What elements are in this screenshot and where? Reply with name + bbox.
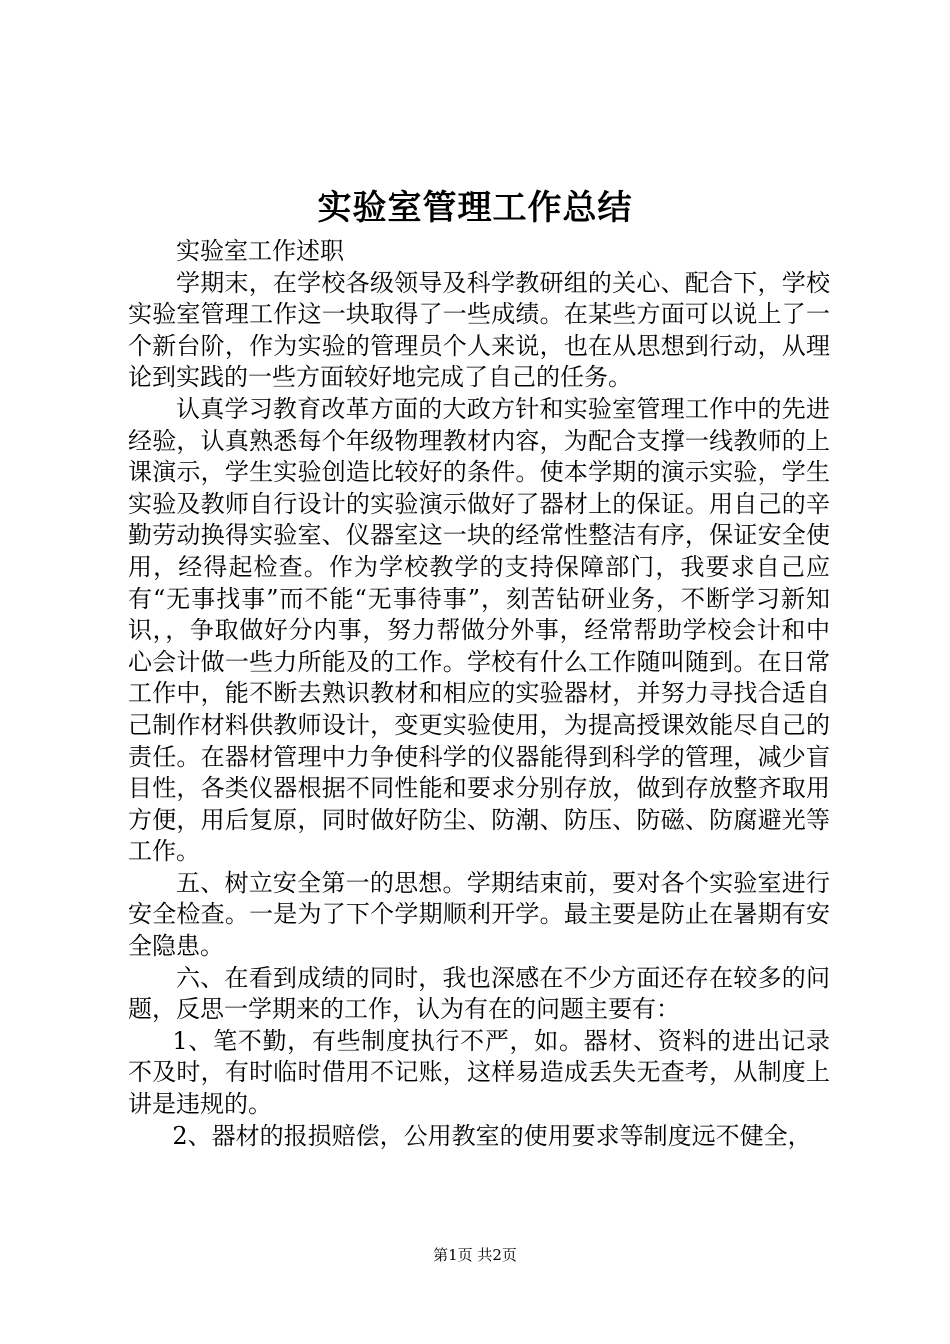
paragraph-problem-1: 1、笔不勤，有些制度执行不严，如。器材、资料的进出记录不及时，有时临时借用不记账，这样易造成丢失无查考，从制度上讲是违规的。 xyxy=(128,1026,830,1119)
paragraph-safety: 五、树立安全第一的思想。学期结束前，要对各个实验室进行安全检查。一是为了下个学期顺利开学。最主要是防止在暑期有安全隐患。 xyxy=(128,868,830,961)
paragraph-problem-2: 2、器材的报损赔偿，公用教室的使用要求等制度远不健全， xyxy=(172,1121,812,1150)
paragraph-study: 认真学习教育改革方面的大政方针和实验室管理工作中的先进经验，认真熟悉每个年级物理教材内容，为配合支撑一线教师的上课演示，学生实验创造比较好的条件。使本学期的演示实验，学生实验及教师自行设计的实验演示做好了器材上的保证。用自己的辛勤劳动换得实验室、仪器室这一块的经常性整洁有序，保证安全使用，经得起检查。作为学校教学的支持保障部门，我要求自己应有“无事找事”而不能“无事待事”，刻苦钻研业务，不断学习新知识，，争取做好分内事，努力帮做分外事，经常帮助学校会计和中心会计做一些力所能及的工作。学校有什么工作随叫随到。在日常工作中，能不断去熟识教材和相应的实验器材，并努力寻找合适自己制作材料供教师设计，变更实验使用，为提高授课效能尽自己的责任。在器材管理中力争使科学的仪器能得到科学的管理，减少盲目性，各类仪器根据不同性能和要求分别存放，做到存放整齐取用方便，用后复原，同时做好防尘、防潮、防压、防磁、防腐避光等工作。 xyxy=(128,394,830,866)
paragraph-intro: 学期末，在学校各级领导及科学教研组的关心、配合下，学校实验室管理工作这一块取得了一些成绩。在某些方面可以说上了一个新台阶，作为实验的管理员个人来说，也在从思想到行动，从理论到实践的一些方面较好地完成了自己的任务。 xyxy=(128,268,830,392)
document-title: 实验室管理工作总结 xyxy=(317,188,633,228)
document-body xyxy=(128,236,830,1152)
page-number-footer: 第1页 共2页 xyxy=(433,1246,517,1264)
paragraph-problems: 六、在看到成绩的同时，我也深感在不少方面还存在较多的问题，反思一学期来的工作，认为有在的问题主要有： xyxy=(128,963,830,1024)
paragraph-heading: 实验室工作述职 xyxy=(176,237,344,265)
